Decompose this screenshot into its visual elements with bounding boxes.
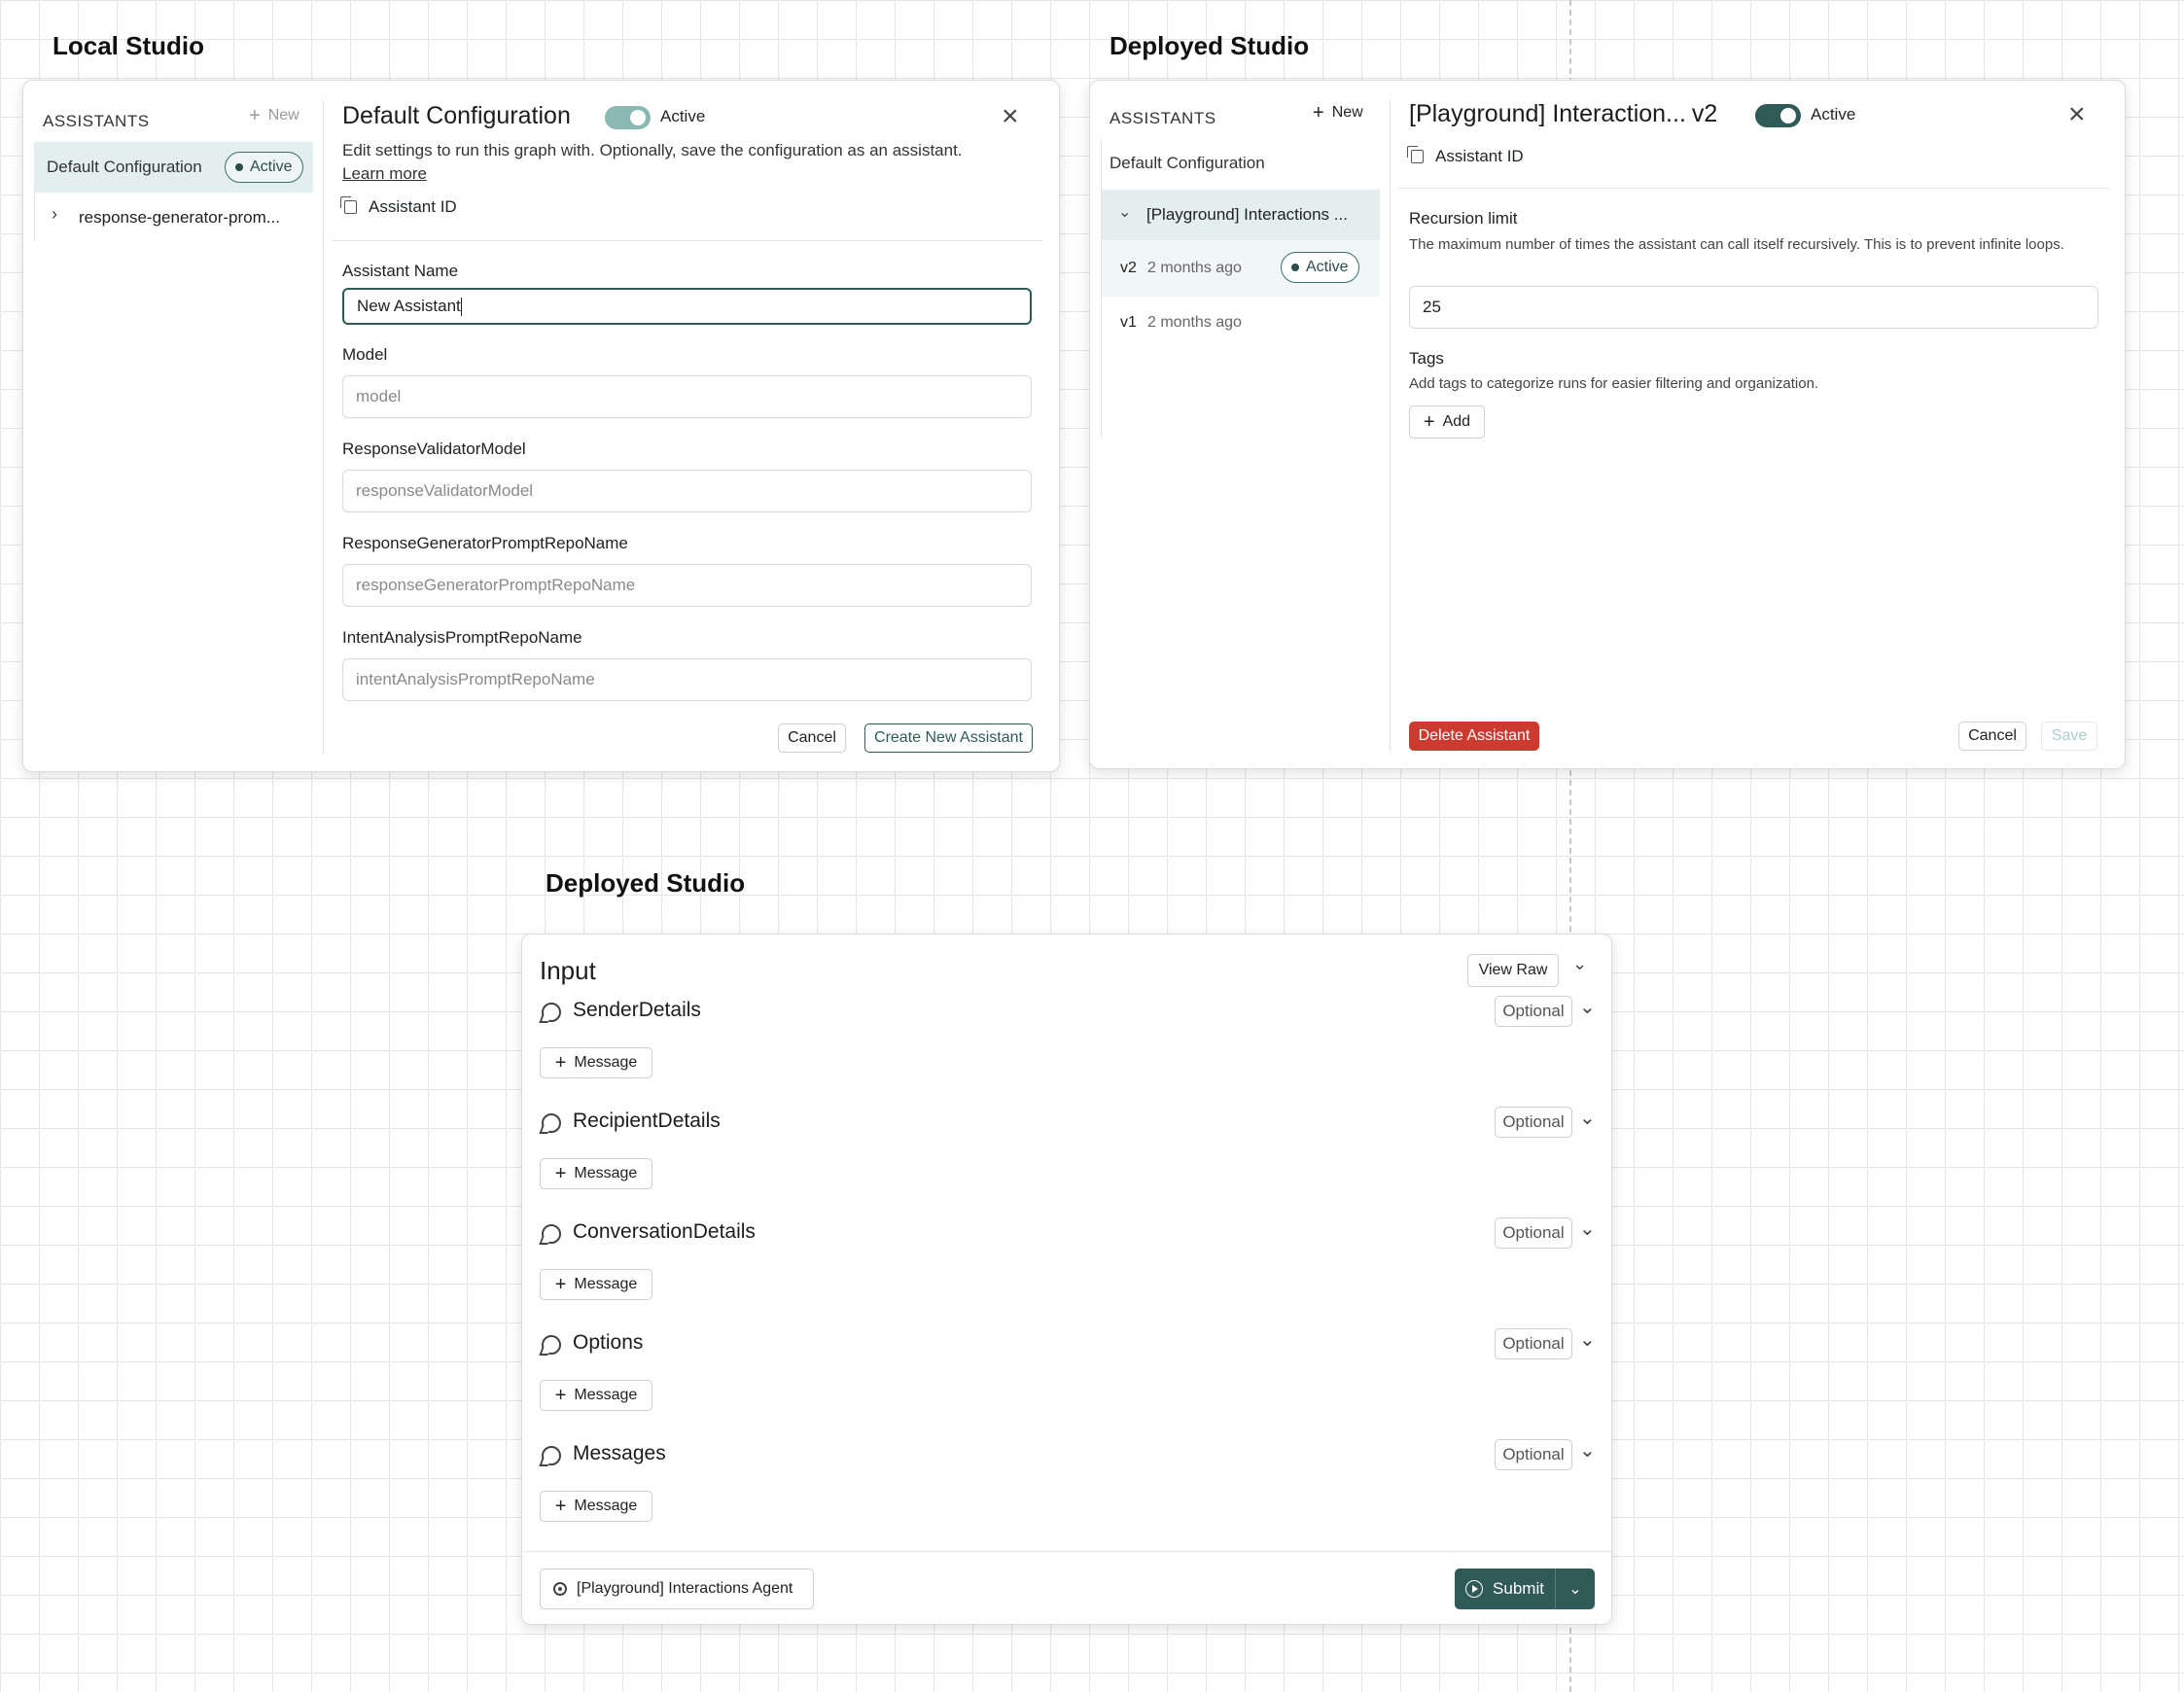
section-title: ConversationDetails <box>573 1220 756 1243</box>
chevron-right-icon: › <box>52 204 57 224</box>
local-studio-title: Local Studio <box>53 31 204 60</box>
add-message-button[interactable]: + Message <box>540 1158 652 1189</box>
footer-divider <box>522 1551 1611 1552</box>
intent-analysis-prompt-input[interactable]: intentAnalysisPromptRepoName <box>342 658 1032 701</box>
response-validator-model-label: ResponseValidatorModel <box>342 440 526 458</box>
active-toggle[interactable] <box>605 106 651 129</box>
header-divider <box>1399 188 2109 189</box>
version-label: v2 <box>1691 100 1718 127</box>
sidebar-version-v1[interactable] <box>1101 297 1380 349</box>
play-icon <box>1465 1580 1483 1598</box>
sidebar-item-label: response-generator-prom... <box>79 208 280 227</box>
optional-badge[interactable]: Optional <box>1495 1328 1572 1359</box>
submit-options-chevron-icon[interactable]: ⌄ <box>1555 1569 1595 1609</box>
plus-icon: + <box>554 1385 567 1406</box>
recursion-limit-label: Recursion limit <box>1409 209 1518 228</box>
assistants-heading: ASSISTANTS <box>1110 109 1216 127</box>
deployed-assistant-dialog <box>1089 80 2126 769</box>
assistant-name-label: Assistant Name <box>342 262 459 280</box>
create-new-assistant-button[interactable]: Create New Assistant <box>864 723 1033 753</box>
assistants-heading: ASSISTANTS <box>43 112 150 130</box>
delete-assistant-button[interactable]: Delete Assistant <box>1409 722 1539 751</box>
plus-icon: + <box>554 1163 567 1184</box>
recursion-limit-input[interactable]: 25 <box>1409 286 2098 329</box>
sidebar-version-v2[interactable] <box>1101 240 1380 297</box>
close-icon[interactable]: × <box>1002 100 1019 132</box>
add-message-button[interactable]: + Message <box>540 1380 652 1411</box>
message-bubble-icon <box>542 1113 561 1133</box>
chevron-down-icon[interactable]: ⌄ <box>1579 1108 1596 1129</box>
sidebar-group-label: [Playground] Interactions ... <box>1146 205 1348 224</box>
new-assistant-button[interactable]: + New <box>249 105 299 126</box>
learn-more-link[interactable]: Learn more <box>342 164 427 183</box>
recursion-limit-description: The maximum number of times the assistant can call itself recursively. This is to prevent infinite loops. <box>1409 236 2064 253</box>
chevron-down-icon[interactable]: ⌄ <box>1579 997 1596 1018</box>
model-input[interactable]: model <box>342 375 1032 418</box>
input-section <box>540 1102 1595 1199</box>
version-number: v2 <box>1120 260 1137 276</box>
tags-description: Add tags to categorize runs for easier filtering and organization. <box>1409 375 1819 392</box>
local-assistant-dialog <box>22 80 1060 772</box>
version-time: 2 months ago <box>1147 314 1242 331</box>
dialog-description: Edit settings to run this graph with. Optionally, save the configuration as an assistant. <box>342 141 963 159</box>
chevron-down-icon[interactable]: ⌄ <box>1572 954 1588 973</box>
add-message-button[interactable]: + Message <box>540 1491 652 1522</box>
assistant-selector-button[interactable]: [Playground] Interactions Agent <box>540 1569 814 1609</box>
status-dot-icon <box>1291 264 1299 271</box>
intent-analysis-prompt-label: IntentAnalysisPromptRepoName <box>342 628 582 647</box>
deployed-studio-title: Deployed Studio <box>1110 31 1310 60</box>
cancel-button[interactable]: Cancel <box>1958 722 2026 751</box>
version-time: 2 months ago <box>1147 260 1242 276</box>
dialog-title: Default Configuration <box>342 102 571 129</box>
plus-icon: + <box>554 1496 567 1517</box>
sidebar-item-response-generator[interactable] <box>34 193 313 241</box>
tree-guide <box>1101 139 1102 439</box>
gear-icon <box>553 1582 567 1596</box>
optional-badge[interactable]: Optional <box>1495 996 1572 1027</box>
optional-badge[interactable]: Optional <box>1495 1217 1572 1249</box>
section-title: RecipientDetails <box>573 1110 721 1132</box>
message-bubble-icon <box>542 1446 561 1465</box>
new-assistant-button[interactable]: + New <box>1313 102 1363 123</box>
header-divider <box>333 240 1042 241</box>
add-message-button[interactable]: + Message <box>540 1269 652 1300</box>
plus-icon: + <box>554 1052 567 1074</box>
sidebar-item-label: Default Configuration <box>47 158 202 176</box>
dialog-title: [Playground] Interaction... v2 <box>1409 100 1718 127</box>
submit-button-group <box>1455 1569 1595 1609</box>
section-title: Options <box>573 1331 644 1354</box>
section-title: Messages <box>573 1442 666 1464</box>
input-section <box>540 1323 1595 1421</box>
status-dot-icon <box>235 163 243 171</box>
optional-badge[interactable]: Optional <box>1495 1107 1572 1138</box>
chevron-down-icon[interactable]: ⌄ <box>1579 1218 1596 1240</box>
tags-label: Tags <box>1409 349 1444 368</box>
toggle-label: Active <box>660 107 706 125</box>
sidebar-divider <box>323 100 324 754</box>
response-generator-prompt-input[interactable]: responseGeneratorPromptRepoName <box>342 564 1032 607</box>
toggle-label: Active <box>1811 105 1856 123</box>
response-validator-model-input[interactable]: responseValidatorModel <box>342 470 1032 512</box>
assistant-name-input[interactable]: New Assistant <box>342 288 1032 325</box>
input-section <box>540 1434 1595 1532</box>
chevron-down-icon[interactable]: ⌄ <box>1579 1440 1596 1462</box>
status-badge: Active <box>225 152 303 183</box>
input-panel-studio-title: Deployed Studio <box>546 868 746 898</box>
add-tag-button[interactable]: + Add <box>1409 405 1485 439</box>
chevron-down-icon[interactable]: ⌄ <box>1579 1329 1596 1351</box>
input-heading: Input <box>540 956 596 985</box>
input-section <box>540 991 1595 1088</box>
sidebar-divider <box>1390 100 1391 752</box>
plus-icon: + <box>554 1274 567 1295</box>
input-section <box>540 1213 1595 1310</box>
sidebar-group-playground[interactable] <box>1101 190 1380 240</box>
save-button[interactable]: Save <box>2041 722 2097 751</box>
plus-icon: + <box>1423 411 1435 433</box>
model-label: Model <box>342 345 388 364</box>
input-panel <box>521 934 1612 1625</box>
status-badge: Active <box>1281 252 1359 283</box>
message-bubble-icon <box>542 1224 561 1244</box>
close-icon[interactable]: × <box>2068 98 2086 130</box>
copy-icon <box>1411 150 1424 163</box>
response-generator-prompt-label: ResponseGeneratorPromptRepoName <box>342 534 628 552</box>
version-number: v1 <box>1120 314 1137 331</box>
assistant-id-button[interactable]: Assistant ID <box>344 197 457 217</box>
section-title: SenderDetails <box>573 999 701 1021</box>
tree-guide <box>34 193 35 241</box>
sidebar-item-default-configuration[interactable]: Default Configuration <box>1110 154 1265 172</box>
submit-button[interactable]: Submit <box>1455 1569 1555 1609</box>
message-bubble-icon <box>542 1335 561 1355</box>
chevron-down-icon: ⌄ <box>1118 204 1132 221</box>
view-raw-button[interactable]: View Raw <box>1467 954 1559 987</box>
optional-badge[interactable]: Optional <box>1495 1439 1572 1470</box>
add-message-button[interactable]: + Message <box>540 1047 652 1078</box>
assistant-id-button[interactable]: Assistant ID <box>1411 147 1524 166</box>
message-bubble-icon <box>542 1003 561 1022</box>
plus-icon: + <box>1313 102 1324 123</box>
plus-icon: + <box>249 105 261 126</box>
sidebar-item-default-configuration[interactable] <box>34 142 313 193</box>
cancel-button[interactable]: Cancel <box>778 723 846 753</box>
active-toggle[interactable] <box>1755 104 1801 127</box>
copy-icon <box>344 200 357 214</box>
